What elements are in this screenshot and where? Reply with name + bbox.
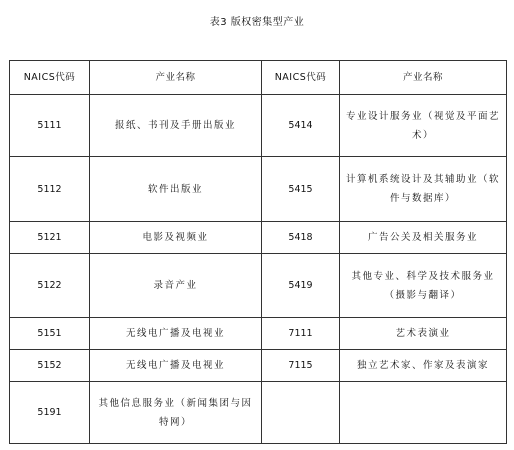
naics-code: 5121 [10,222,90,254]
table-row [10,157,507,222]
industry-name: 艺术表演业 [340,318,507,350]
naics-code: 5415 [262,157,340,222]
header-naics-code-2: NAICS代码 [262,61,340,95]
naics-code: 7115 [262,350,340,382]
industry-name: 独立艺术家、作家及表演家 [340,350,507,382]
naics-code: 5191 [10,382,90,444]
industry-name: 计算机系统设计及其辅助业（软件与数据库） [340,157,507,222]
naics-code: 5418 [262,222,340,254]
industry-name: 无线电广播及电视业 [90,350,262,382]
header-naics-code-1: NAICS代码 [10,61,90,95]
table-row [10,382,507,444]
industry-name: 软件出版业 [90,157,262,222]
table-row [10,318,507,350]
industry-name: 其他信息服务业（新闻集团与因特网） [90,382,262,444]
industry-name: 无线电广播及电视业 [90,318,262,350]
table-row [10,350,507,382]
table-row [10,254,507,318]
naics-industry-table [9,60,507,444]
table-caption: 表3 版权密集型产业 [209,17,305,28]
naics-code: 5152 [10,350,90,382]
naics-code: 5419 [262,254,340,318]
industry-name [340,382,507,444]
naics-code: 5122 [10,254,90,318]
naics-code: 5111 [10,95,90,157]
header-industry-name-1: 产业名称 [90,61,262,95]
industry-name: 广告公关及相关服务业 [340,222,507,254]
naics-code [262,382,340,444]
industry-name: 其他专业、科学及技术服务业（摄影与翻译） [340,254,507,318]
naics-code: 5112 [10,157,90,222]
naics-code: 5414 [262,95,340,157]
table-row [10,95,507,157]
industry-name: 录音产业 [90,254,262,318]
naics-code: 7111 [262,318,340,350]
table-row [10,222,507,254]
industry-name: 专业设计服务业（视觉及平面艺术） [340,95,507,157]
header-industry-name-2: 产业名称 [340,61,507,95]
table-header-row [10,61,507,95]
industry-name: 报纸、书刊及手册出版业 [90,95,262,157]
naics-code: 5151 [10,318,90,350]
industry-name: 电影及视频业 [90,222,262,254]
